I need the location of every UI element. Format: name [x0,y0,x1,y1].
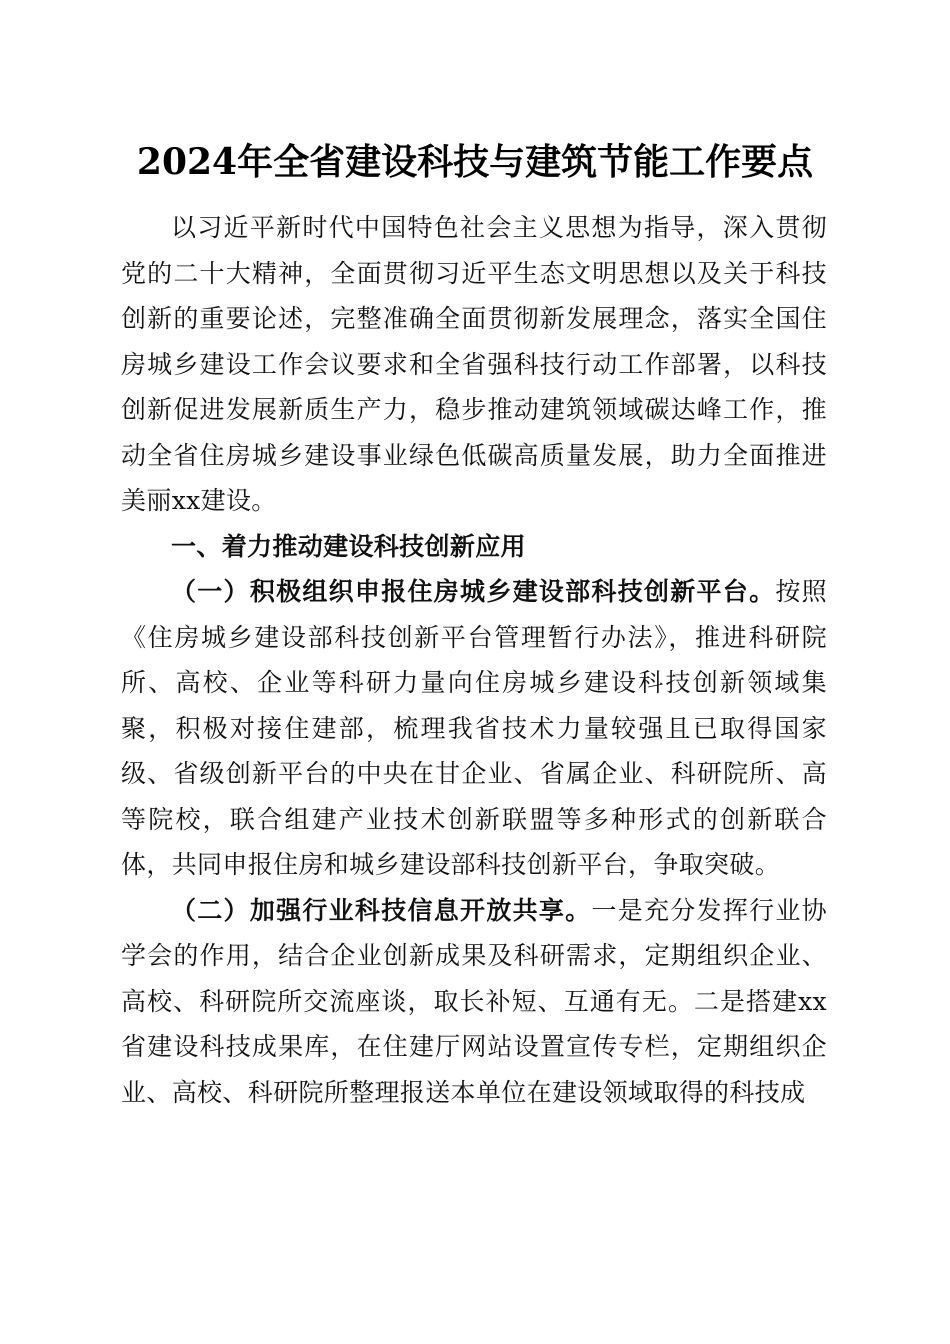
item-text-1: 按照《住房城乡建设部科技创新平台管理暂行办法》，推进科研院所、高校、企业等科研力量向住房城乡建设科技创新领域集聚，积极对接住建部，梳理我省技术力量较强且已取得国家级、省级创新平台的中央在甘企业、省属企业、科研院所、高等院校，联合组建产业技术创新联盟等多种形式的创新联合体，共同申报住房和城乡建设部科技创新平台，争取突破。 [121,577,828,879]
document-body [121,205,827,1115]
document-title: 2024年全省建设科技与建筑节能工作要点 [136,141,814,183]
item-text-2: 一是充分发挥行业协学会的作用，结合企业创新成果及科研需求，定期组织企业、高校、科研院所交流座谈，取长补短、互通有无。二是搭建xx省建设科技成果库，在住建厅网站设置宣传专栏，定期组织企业、高校、科研院所整理报送本单位在建设领域取得的科技成 [121,895,827,1107]
item-paragraph-2 [121,888,827,1116]
intro-paragraph: 以习近平新时代中国特色社会主义思想为指导，深入贯彻党的二十大精神，全面贯彻习近平生态文明思想以及关于科技创新的重要论述，完整准确全面贯彻新发展理念，落实全国住房城乡建设工作会议要求和全省强科技行动工作部署，以科技创新促进发展新质生产力，稳步推动建筑领域碳达峰工作，推动全省住房城乡建设事业绿色低碳高质量发展，助力全面推进美丽xx建设。 [121,213,827,515]
item-paragraph-1 [121,569,827,888]
item-lead-1: （一）积极组织申报住房城乡建设部科技创新平台。 [171,577,776,606]
section-heading: 一、着力推动建设科技创新应用 [171,531,526,561]
item-lead-2: （二）加强行业科技信息开放共享。 [171,895,592,925]
